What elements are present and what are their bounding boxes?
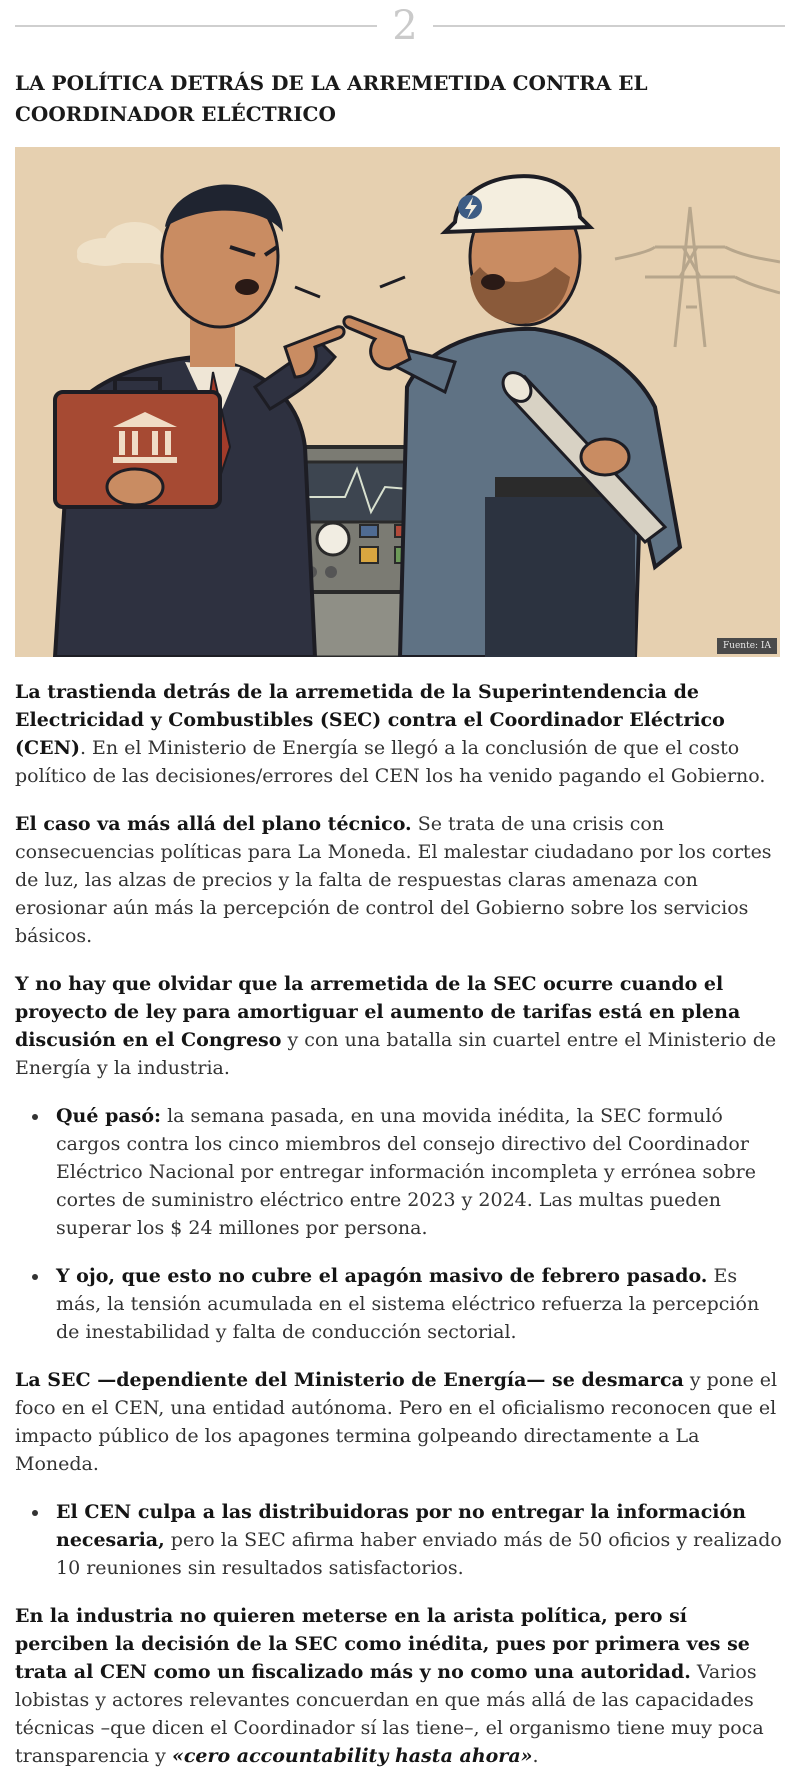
section-number: 2 bbox=[392, 3, 418, 49]
list-item-lead: Y ojo, que esto no cubre el apagón masivo de febrero pasado. bbox=[56, 1265, 708, 1287]
section-divider bbox=[15, 0, 785, 52]
article-headline: LA POLÍTICA DETRÁS DE LA ARREMETIDA CONTRA EL COORDINADOR ELÉCTRICO bbox=[15, 71, 648, 126]
illustration-artwork bbox=[15, 147, 780, 657]
paragraph-5-quote: «cero accountability hasta ahora» bbox=[171, 1745, 533, 1767]
list-item bbox=[56, 1262, 785, 1346]
paragraph-5-text: Varios lobistas y actores relevantes concuerdan en que más allá de las capacidades técnicas –que dicen el Coordinador sí las tiene–, el organismo tiene muy poca transparencia y bbox=[15, 1661, 764, 1767]
paragraph-4 bbox=[15, 1366, 785, 1478]
paragraph-2 bbox=[15, 810, 785, 950]
list-item-text: pero la SEC afirma haber enviado más de 50 oficios y realizado 10 reuniones sin resultados satisfactorios. bbox=[56, 1529, 782, 1579]
list-item-text: Es más, la tensión acumulada en el sistema eléctrico refuerza la percepción de inestabilidad y falta de conducción sectorial. bbox=[56, 1265, 760, 1343]
paragraph-1 bbox=[15, 678, 785, 790]
paragraph-5-end: . bbox=[532, 1745, 539, 1767]
paragraph-3-text: y con una batalla sin cuartel entre el Ministerio de Energía y la industria. bbox=[15, 1029, 777, 1079]
paragraph-5 bbox=[15, 1602, 785, 1770]
paragraph-4-text: y pone el foco en el CEN, una entidad autónoma. Pero en el oficialismo reconocen que el impacto público de los apagones termina golpeando directamente a La Moneda. bbox=[15, 1369, 778, 1475]
image-credit: Fuente: IA bbox=[717, 638, 777, 654]
article-body bbox=[15, 678, 785, 1790]
paragraph-2-text: Se trata de una crisis con consecuencias políticas para La Moneda. El malestar ciudadano por los cortes de luz, las alzas de precios y la falta de respuestas claras amenaza con erosionar aún más la percepción de control del Gobierno sobre los servicios básicos. bbox=[15, 813, 772, 947]
bullet-list-1 bbox=[15, 1102, 785, 1346]
paragraph-4-lead: La SEC —dependiente del Ministerio de Energía— se desmarca bbox=[15, 1369, 684, 1391]
divider-line-left bbox=[15, 25, 377, 27]
paragraph-3 bbox=[15, 970, 785, 1082]
divider-line-right bbox=[433, 25, 785, 27]
paragraph-1-lead: La trastienda detrás de la arremetida de la Superintendencia de Electricidad y Combustibles (SEC) contra el Coordinador Eléctrico (CEN) bbox=[15, 681, 725, 759]
list-item-lead: El CEN culpa a las distribuidoras por no entregar la información necesaria, bbox=[56, 1501, 746, 1551]
paragraph-3-lead: Y no hay que olvidar que la arremetida de la SEC ocurre cuando el proyecto de ley para amortiguar el aumento de tarifas está en plena discusión en el Congreso bbox=[15, 973, 741, 1051]
list-item-lead: Qué pasó: bbox=[56, 1105, 162, 1127]
list-item bbox=[56, 1498, 785, 1582]
article-illustration bbox=[15, 147, 780, 657]
bullet-list-2 bbox=[15, 1498, 785, 1582]
paragraph-2-lead: El caso va más allá del plano técnico. bbox=[15, 813, 412, 835]
paragraph-5-lead: En la industria no quieren meterse en la arista política, pero sí perciben la decisión de la SEC como inédita, pues por primera ves se trata al CEN como un fiscalizado más y no como una autoridad. bbox=[15, 1605, 750, 1683]
list-item-text: la semana pasada, en una movida inédita, la SEC formuló cargos contra los cinco miembros del consejo directivo del Coordinador Eléctrico Nacional por entregar información incompleta y errónea sobre cortes de suministro eléctrico entre 2023 y 2024. Las multas pueden superar los $ 24 millones por persona. bbox=[56, 1105, 757, 1239]
list-item bbox=[56, 1102, 785, 1242]
paragraph-1-text: . En el Ministerio de Energía se llegó a la conclusión de que el costo político de las decisiones/errores del CEN los ha venido pagando el Gobierno. bbox=[15, 737, 766, 787]
